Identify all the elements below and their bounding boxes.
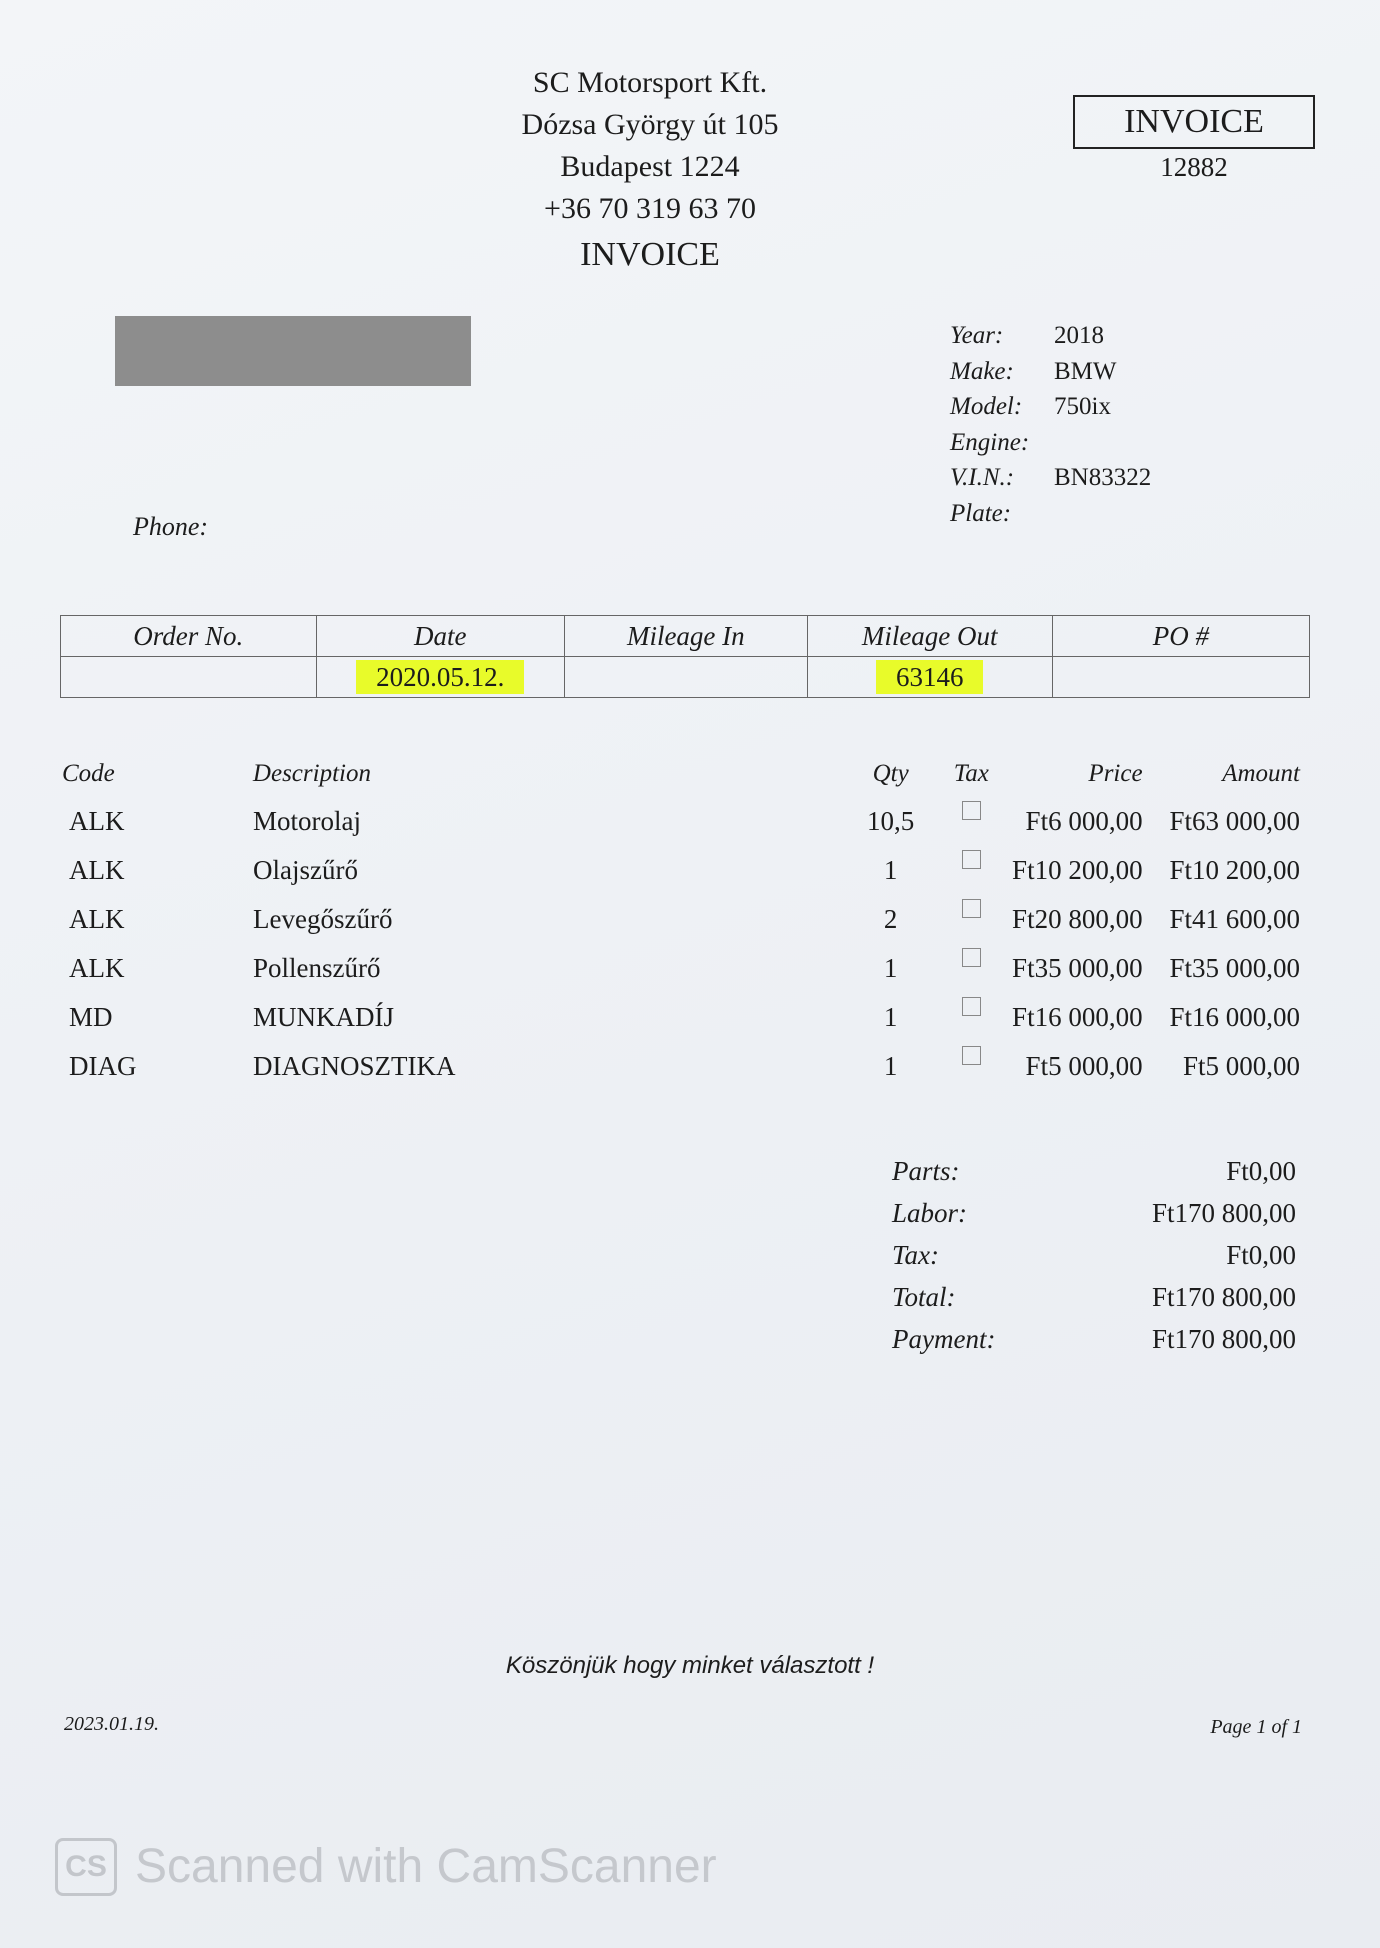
order-no-value xyxy=(61,657,317,698)
vehicle-year-row xyxy=(950,318,1151,354)
date-cell xyxy=(316,657,564,698)
camscanner-logo-icon: CS xyxy=(55,1838,117,1896)
item-description: DIAGNOSZTIKA xyxy=(253,1051,456,1081)
document-title: INVOICE xyxy=(580,236,720,273)
item-qty: 1 xyxy=(883,855,898,885)
item-tax-cell xyxy=(940,997,1003,1033)
invoice-number: 12882 xyxy=(1160,152,1228,182)
item-description: Levegőszűrő xyxy=(253,904,393,934)
item-price: Ft10 200,00 xyxy=(1012,855,1143,885)
vehicle-info xyxy=(950,318,1151,531)
tax-checkbox xyxy=(962,850,981,869)
item-description: Pollenszűrő xyxy=(253,953,381,983)
line-item-row xyxy=(60,886,1300,935)
print-date: 2023.01.19. xyxy=(64,1713,159,1735)
price-header: Price xyxy=(1088,760,1143,787)
labor-label: Labor: xyxy=(892,1198,968,1228)
company-city: Budapest 1224 xyxy=(560,150,740,183)
model-value: 750ix xyxy=(1054,393,1111,420)
tax-total-row xyxy=(892,1240,1296,1282)
tax-checkbox xyxy=(962,1046,981,1065)
item-qty: 1 xyxy=(883,1051,898,1081)
line-items xyxy=(60,748,1300,1082)
item-price: Ft20 800,00 xyxy=(1012,904,1143,934)
qty-header: Qty xyxy=(872,760,909,787)
redacted-customer-block xyxy=(115,316,471,386)
vin-label: V.I.N.: xyxy=(950,464,1015,491)
scanner-watermark: Scanned with CamScanner xyxy=(135,1840,717,1893)
line-item-row xyxy=(60,935,1300,984)
invoice-label-box: INVOICE xyxy=(1073,95,1315,149)
company-header xyxy=(470,62,830,276)
mileage-in-header: Mileage In xyxy=(564,616,807,657)
item-code: MD xyxy=(69,1002,113,1032)
vehicle-engine-row xyxy=(950,425,1151,461)
mileage-out-header: Mileage Out xyxy=(807,616,1052,657)
company-phone: +36 70 319 63 70 xyxy=(544,192,756,225)
item-code: ALK xyxy=(69,904,125,934)
total-label: Total: xyxy=(892,1282,956,1312)
order-no-header: Order No. xyxy=(61,616,317,657)
make-value: BMW xyxy=(1054,357,1117,385)
mileage-out-cell xyxy=(807,657,1052,698)
make-label: Make: xyxy=(950,357,1014,385)
item-price: Ft5 000,00 xyxy=(1025,1051,1143,1081)
item-qty: 1 xyxy=(883,1002,898,1032)
item-price: Ft6 000,00 xyxy=(1025,806,1143,836)
item-description: MUNKADÍJ xyxy=(253,1002,395,1032)
date-header: Date xyxy=(316,616,564,657)
labor-total-row xyxy=(892,1198,1296,1240)
plate-label: Plate: xyxy=(950,499,1012,527)
item-description: Olajszűrő xyxy=(253,855,358,885)
mileage-out-value: 63146 xyxy=(876,660,984,694)
engine-label: Engine: xyxy=(950,428,1030,456)
tax-checkbox xyxy=(962,899,981,918)
item-code: ALK xyxy=(69,953,125,983)
line-items-header xyxy=(60,748,1300,788)
payment-label: Payment: xyxy=(892,1324,996,1354)
payment-row xyxy=(892,1324,1296,1366)
page-number: Page 1 of 1 xyxy=(1210,1716,1302,1738)
item-price: Ft16 000,00 xyxy=(1012,1002,1143,1032)
tax-checkbox xyxy=(962,997,981,1016)
item-description: Motorolaj xyxy=(253,806,362,836)
totals-block xyxy=(892,1156,1296,1366)
total-value: Ft170 800,00 xyxy=(1151,1282,1296,1312)
item-qty: 10,5 xyxy=(867,806,915,836)
item-amount: Ft5 000,00 xyxy=(1182,1051,1301,1081)
line-item-row xyxy=(60,984,1300,1033)
item-amount: Ft16 000,00 xyxy=(1169,1002,1301,1032)
item-code: ALK xyxy=(69,806,125,836)
item-amount: Ft41 600,00 xyxy=(1169,904,1301,934)
item-code: ALK xyxy=(69,855,125,885)
payment-value: Ft170 800,00 xyxy=(1151,1324,1296,1354)
po-header: PO # xyxy=(1052,616,1309,657)
date-value: 2020.05.12. xyxy=(356,660,524,694)
item-tax-cell xyxy=(940,1046,1003,1082)
item-tax-cell xyxy=(940,899,1003,935)
item-amount: Ft63 000,00 xyxy=(1169,806,1301,836)
year-label: Year: xyxy=(950,322,1004,349)
company-street: Dózsa György út 105 xyxy=(521,108,779,141)
labor-value: Ft170 800,00 xyxy=(1151,1198,1296,1228)
item-tax-cell xyxy=(940,801,1003,837)
grand-total-row xyxy=(892,1282,1296,1324)
item-tax-cell xyxy=(940,850,1003,886)
thank-you-note: Köszönjük hogy minket választott ! xyxy=(505,1652,875,1679)
parts-total-row xyxy=(892,1156,1296,1198)
tax-header: Tax xyxy=(953,760,989,787)
mileage-in-value xyxy=(564,657,807,698)
item-qty: 2 xyxy=(883,904,898,934)
year-value: 2018 xyxy=(1054,322,1104,349)
line-item-row xyxy=(60,837,1300,886)
tax-value: Ft0,00 xyxy=(1226,1240,1296,1270)
tax-checkbox xyxy=(962,948,981,967)
company-name: SC Motorsport Kft. xyxy=(532,66,768,99)
tax-checkbox xyxy=(962,801,981,820)
description-header: Description xyxy=(252,760,371,787)
item-amount: Ft10 200,00 xyxy=(1169,855,1301,885)
item-qty: 1 xyxy=(883,953,898,983)
item-amount: Ft35 000,00 xyxy=(1169,953,1301,983)
line-item-row xyxy=(60,788,1300,837)
po-value xyxy=(1052,657,1309,698)
tax-label: Tax: xyxy=(892,1240,940,1270)
vehicle-vin-row xyxy=(950,460,1151,496)
parts-value: Ft0,00 xyxy=(1226,1156,1296,1186)
line-item-row xyxy=(60,1033,1300,1082)
vehicle-plate-row xyxy=(950,496,1151,532)
model-label: Model: xyxy=(950,393,1023,420)
item-price: Ft35 000,00 xyxy=(1012,953,1143,983)
parts-label: Parts: xyxy=(892,1156,960,1186)
order-value-row xyxy=(61,657,1310,698)
customer-phone-label: Phone: xyxy=(133,512,209,541)
amount-header: Amount xyxy=(1222,760,1301,787)
vehicle-model-row xyxy=(950,389,1151,425)
item-tax-cell xyxy=(940,948,1003,984)
item-code: DIAG xyxy=(69,1051,137,1081)
vin-value: BN83322 xyxy=(1054,464,1152,491)
code-header: Code xyxy=(62,760,115,787)
order-header-row xyxy=(61,616,1310,657)
vehicle-make-row xyxy=(950,354,1151,390)
order-table xyxy=(60,615,1310,698)
